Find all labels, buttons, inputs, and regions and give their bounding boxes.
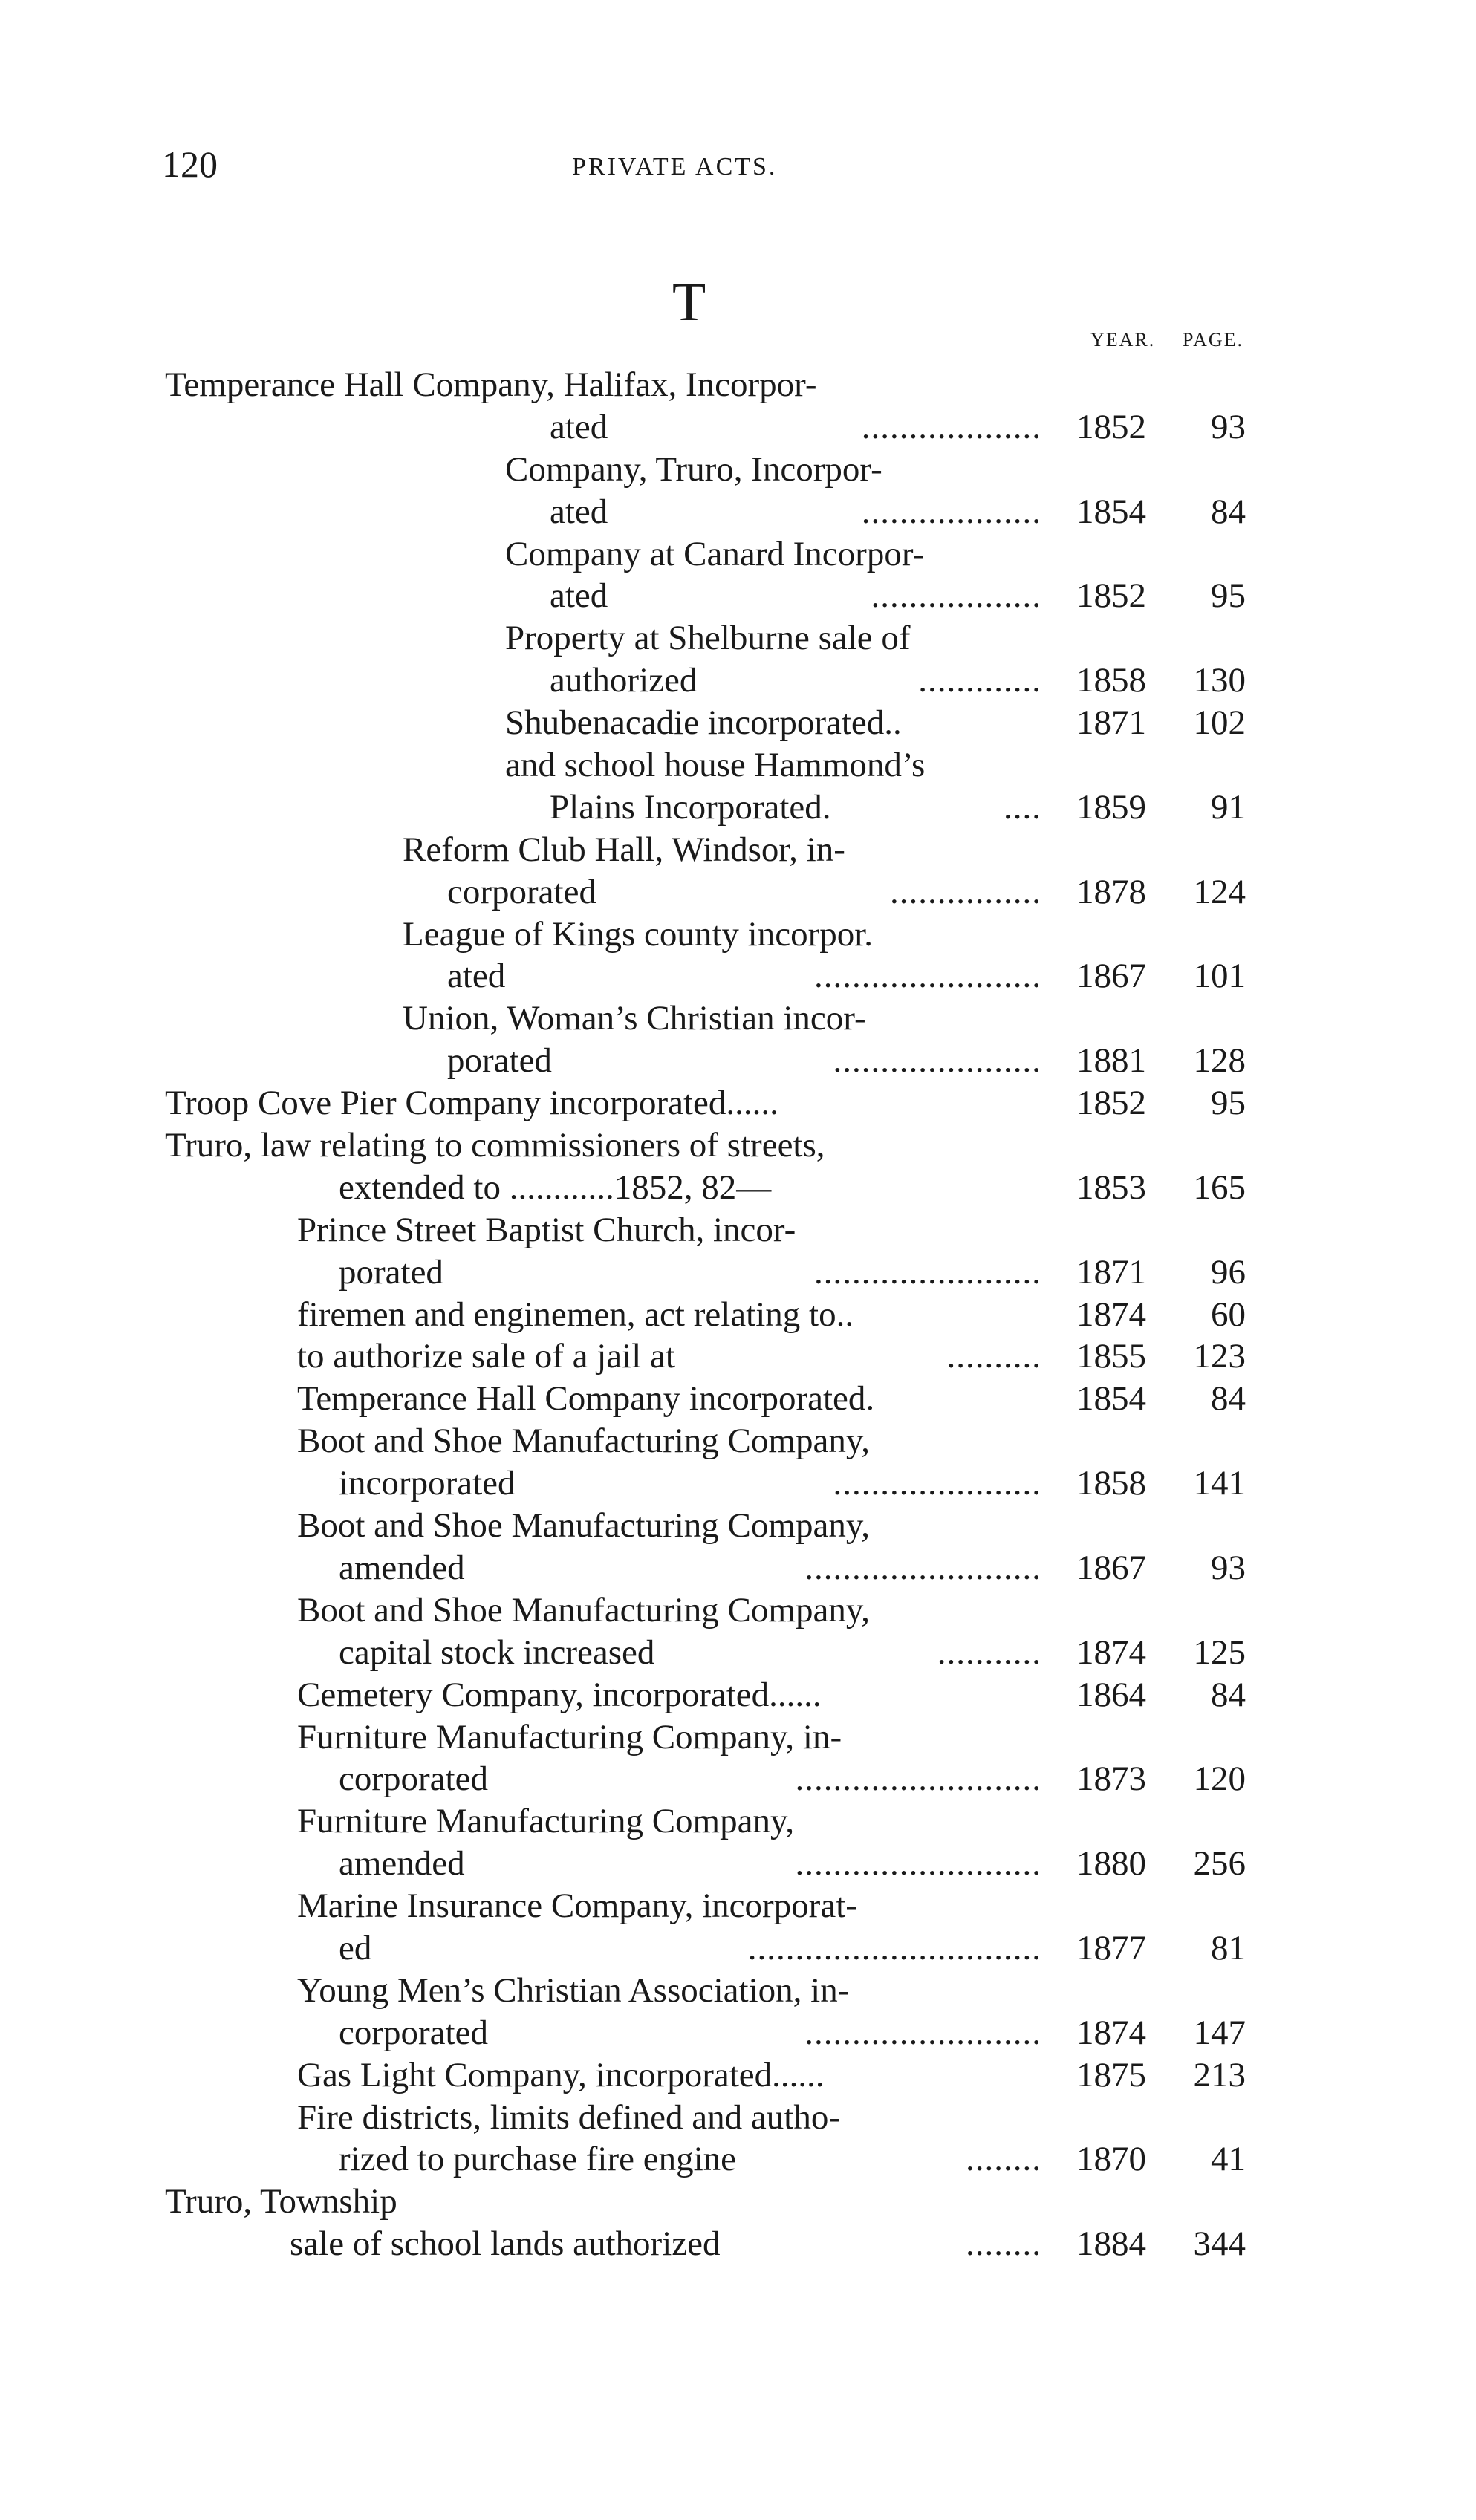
entry-year: 1874	[1076, 1632, 1146, 1672]
entry-year: 1852	[1076, 576, 1146, 616]
entry-page: 344	[1193, 2224, 1246, 2264]
entry-year: 1874	[1076, 2013, 1146, 2052]
index-entry	[0, 1294, 1476, 1336]
leader-dots: ..........	[946, 1337, 1041, 1376]
entry-year: 1877	[1076, 1928, 1146, 1967]
leader-dots: ........................	[814, 1252, 1041, 1292]
entry-text: sale of school lands authorized	[290, 2224, 721, 2264]
entry-page: 120	[1193, 1759, 1246, 1799]
index-entry	[0, 871, 1476, 914]
index-entry	[0, 364, 1476, 406]
entry-year: 1871	[1076, 1252, 1146, 1292]
entry-text: and school house Hammond’s	[505, 746, 926, 785]
entry-page: 101	[1193, 957, 1246, 996]
entry-text: porated	[339, 1252, 443, 1292]
index-entry	[0, 1674, 1476, 1716]
index-entry	[0, 829, 1476, 871]
index-entry	[0, 2097, 1476, 2139]
entry-text: Plains Incorporated.	[550, 787, 831, 827]
entry-year: 1867	[1076, 1548, 1146, 1587]
entry-year: 1870	[1076, 2140, 1146, 2179]
index-entry	[0, 702, 1476, 744]
entry-text: League of Kings county incorpor.	[403, 914, 874, 954]
entry-text: Troop Cove Pier Company incorporated......	[165, 1084, 778, 1123]
entry-year: 1880	[1076, 1844, 1146, 1884]
index-entry	[0, 449, 1476, 491]
entry-text: amended	[339, 1548, 465, 1587]
index-entry	[0, 1800, 1476, 1843]
entry-page: 147	[1193, 2013, 1246, 2052]
entry-page: 141	[1193, 1464, 1246, 1503]
index-entry	[0, 660, 1476, 702]
index-entry	[0, 617, 1476, 660]
leader-dots: ..........................	[795, 1759, 1041, 1799]
entry-text: Fire districts, limits defined and autho-	[297, 2097, 840, 2137]
entry-page: 165	[1193, 1168, 1246, 1207]
entry-page: 102	[1193, 703, 1246, 743]
index-entry	[0, 1758, 1476, 1800]
index-entry	[0, 1167, 1476, 1209]
index-entry	[0, 2138, 1476, 2181]
index-entry	[0, 533, 1476, 576]
leader-dots: ..................	[871, 576, 1041, 616]
leader-dots: ......................	[833, 1041, 1041, 1081]
entry-text: corporated	[339, 2013, 488, 2052]
entry-page: 84	[1211, 1379, 1246, 1419]
entry-text: amended	[339, 1844, 465, 1884]
entry-year: 1864	[1076, 1675, 1146, 1714]
index-entry	[0, 2223, 1476, 2265]
entry-text: capital stock increased	[339, 1632, 655, 1672]
entry-year: 1874	[1076, 1295, 1146, 1334]
entry-year: 1878	[1076, 872, 1146, 911]
leader-dots: .........................	[804, 2013, 1041, 2052]
entry-text: Furniture Manufacturing Company,	[297, 1802, 795, 1841]
index-entry	[0, 955, 1476, 997]
entry-text: ed	[339, 1928, 372, 1967]
entry-year: 1852	[1076, 407, 1146, 446]
entry-page: 81	[1211, 1928, 1246, 1967]
index-entry	[0, 1885, 1476, 1927]
index-entry	[0, 1843, 1476, 1885]
entry-page: 130	[1193, 661, 1246, 700]
entry-text: Boot and Shoe Manufacturing Company,	[297, 1422, 871, 1461]
entry-year: 1859	[1076, 787, 1146, 827]
entry-year: 1881	[1076, 1041, 1146, 1081]
entry-text: Truro, law relating to commissioners of streets,	[165, 1126, 825, 1165]
leader-dots: ...............................	[747, 1928, 1041, 1967]
entry-year: 1867	[1076, 957, 1146, 996]
leader-dots: .........................	[804, 1548, 1041, 1587]
index-entry	[0, 1251, 1476, 1294]
entry-text: rized to purchase fire engine	[339, 2140, 737, 2179]
index-entry	[0, 1462, 1476, 1505]
index-entry	[0, 744, 1476, 787]
entry-text: ated	[550, 492, 608, 531]
entry-text: Gas Light Company, incorporated......	[297, 2055, 825, 2094]
entry-page: 213	[1193, 2055, 1246, 2094]
entry-text: to authorize sale of a jail at	[297, 1337, 675, 1376]
entry-text: ated	[550, 576, 608, 616]
entry-text: authorized	[550, 661, 698, 700]
entry-text: Temperance Hall Company, Halifax, Incorpor-	[165, 365, 817, 404]
index-entry	[0, 914, 1476, 956]
entry-text: porated	[447, 1041, 552, 1081]
entry-text: ated	[447, 957, 506, 996]
leader-dots: ................	[890, 872, 1041, 911]
entry-year: 1884	[1076, 2224, 1146, 2264]
index-entry	[0, 2181, 1476, 2223]
index-entry	[0, 1716, 1476, 1759]
index-entry	[0, 575, 1476, 617]
leader-dots: ........	[966, 2140, 1041, 2179]
page-header: PRIVATE ACTS.	[572, 153, 778, 180]
index-list	[0, 364, 1476, 2265]
entry-page: 84	[1211, 492, 1246, 531]
running-head	[0, 143, 1476, 187]
page-column-header: PAGE.	[1183, 329, 1244, 351]
entry-page: 125	[1193, 1632, 1246, 1672]
entry-year: 1854	[1076, 492, 1146, 531]
leader-dots: ........	[966, 2224, 1041, 2264]
entry-year: 1871	[1076, 703, 1146, 743]
entry-page: 93	[1211, 407, 1246, 446]
index-entry	[0, 1505, 1476, 1547]
entry-text: firemen and enginemen, act relating to..	[297, 1295, 854, 1334]
entry-page: 60	[1211, 1295, 1246, 1334]
entry-text: Reform Club Hall, Windsor, in-	[403, 830, 845, 869]
index-entry	[0, 787, 1476, 829]
entry-text: Young Men’s Christian Association, in-	[297, 1970, 850, 2010]
index-entry	[0, 406, 1476, 449]
entry-text: Property at Shelburne sale of	[505, 619, 911, 658]
entry-text: incorporated	[339, 1464, 516, 1503]
leader-dots: ....	[1004, 787, 1041, 827]
entry-page: 41	[1211, 2140, 1246, 2179]
leader-dots: ...................	[861, 407, 1041, 446]
year-column-header: YEAR.	[1090, 329, 1156, 351]
entry-text: Union, Woman’s Christian incor-	[403, 999, 866, 1038]
index-entry	[0, 2012, 1476, 2054]
index-entry	[0, 1335, 1476, 1378]
leader-dots: ...........	[937, 1632, 1041, 1672]
leader-dots: ...................	[861, 492, 1041, 531]
index-entry	[0, 1632, 1476, 1674]
entry-page: 123	[1193, 1337, 1246, 1376]
entry-text: ated	[550, 407, 608, 446]
index-entry	[0, 1547, 1476, 1589]
entry-text: Prince Street Baptist Church, incor-	[297, 1210, 796, 1249]
section-letter: T	[672, 272, 706, 333]
entry-year: 1855	[1076, 1337, 1146, 1376]
entry-year: 1875	[1076, 2055, 1146, 2094]
entry-year: 1858	[1076, 1464, 1146, 1503]
leader-dots: ......................	[833, 1464, 1041, 1503]
index-entry	[0, 1209, 1476, 1251]
entry-text: Company at Canard Incorpor-	[505, 534, 925, 573]
page-number: 120	[162, 143, 218, 185]
entry-year: 1873	[1076, 1759, 1146, 1799]
entry-text: corporated	[339, 1759, 488, 1799]
entry-text: Shubenacadie incorporated..	[505, 703, 902, 743]
entry-page: 96	[1211, 1252, 1246, 1292]
entry-page: 256	[1193, 1844, 1246, 1884]
entry-year: 1858	[1076, 661, 1146, 700]
index-entry	[0, 2054, 1476, 2097]
entry-text: corporated	[447, 872, 596, 911]
index-entry	[0, 1420, 1476, 1462]
entry-page: 95	[1211, 576, 1246, 616]
entry-year: 1853	[1076, 1168, 1146, 1207]
leader-dots: .............	[918, 661, 1041, 700]
index-entry	[0, 1970, 1476, 2012]
index-entry	[0, 1082, 1476, 1124]
index-entry	[0, 1040, 1476, 1082]
entry-text: extended to ............1852, 82—	[339, 1168, 772, 1207]
entry-text: Company, Truro, Incorpor-	[505, 449, 882, 489]
entry-page: 95	[1211, 1084, 1246, 1123]
entry-text: Boot and Shoe Manufacturing Company,	[297, 1590, 871, 1629]
index-entry	[0, 491, 1476, 533]
entry-text: Cemetery Company, incorporated......	[297, 1675, 822, 1714]
index-entry	[0, 1927, 1476, 1970]
entry-text: Marine Insurance Company, incorporat-	[297, 1886, 857, 1926]
index-entry	[0, 1124, 1476, 1167]
leader-dots: ........................	[814, 957, 1041, 996]
entry-page: 84	[1211, 1675, 1246, 1714]
index-entry	[0, 997, 1476, 1040]
entry-text: Truro, Township	[165, 2182, 397, 2221]
index-entry	[0, 1589, 1476, 1632]
entry-text: Furniture Manufacturing Company, in-	[297, 1717, 842, 1756]
entry-year: 1852	[1076, 1084, 1146, 1123]
entry-year: 1854	[1076, 1379, 1146, 1419]
entry-page: 124	[1193, 872, 1246, 911]
entry-page: 128	[1193, 1041, 1246, 1081]
entry-text: Boot and Shoe Manufacturing Company,	[297, 1506, 871, 1546]
entry-text: Temperance Hall Company incorporated.	[297, 1379, 875, 1419]
entry-page: 91	[1211, 787, 1246, 827]
leader-dots: ..........................	[795, 1844, 1041, 1884]
entry-page: 93	[1211, 1548, 1246, 1587]
index-entry	[0, 1378, 1476, 1420]
